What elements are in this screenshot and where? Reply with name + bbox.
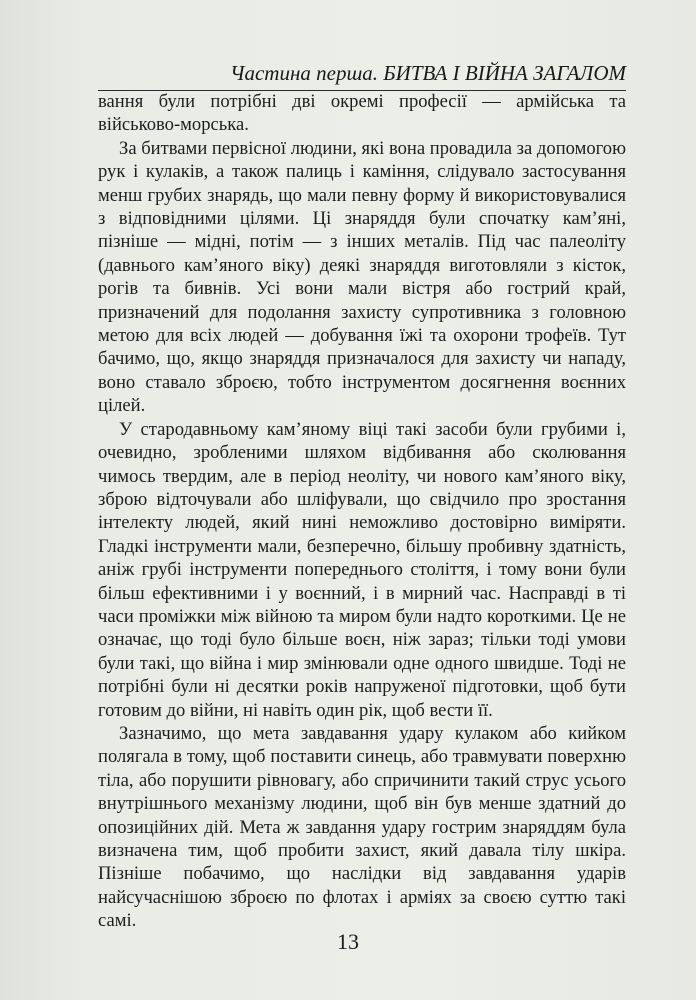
- paragraph: Зазначимо, що мета завдавання удару кулаком або кийком полягала в тому, щоб поставити синець, або травмувати поверхню тіла, або порушити рівновагу, або спричинити такий струс усього внутрішнього механізму людини, щоб він був менше здатний до опозиційних дій. Мета ж завдання удару гострим знаряддям була визначена тим, щоб пробити захист, який давала тілу шкіра. Пізніше побачимо, що наслідки від завдавання ударів найсучаснішою зброєю по флотах і арміях за своєю суттю такі самі.: [98, 722, 626, 932]
- body-text: [98, 90, 626, 933]
- paragraph-continued: вання були потрібні дві окремі професії — армійська та військово-морська.: [98, 91, 626, 136]
- paragraph: У стародавньому кам’яному віці такі засоби були грубими і, очевидно, зробленими шляхом відбивання або сколювання чимось твердим, але в період неоліту, чи нового кам’яного віку, зброю відточували або шліфували, що свідчило про зростання інтелекту людей, який нині неможливо достовірно виміряти. Гладкі інструменти мали, безперечно, більшу пробивну здатність, аніж грубі інструменти попереднього століття, і тому вони були більш ефективними і у воєнний, і в мирний час. Насправді в ті часи проміжки між війною та миром були надто короткими. Це не означає, що тоді було більше воєн, ніж зараз; тільки тоді умови були такі, що війна і мир змінювали одне одного швидше. Тоді не потрібні були ні десятки років напруженої підготовки, щоб бути готовим до війни, ні навіть один рік, щоб вести її.: [98, 418, 626, 721]
- running-header: Частина перша. БИТВА І ВІЙНА ЗАГАЛОМ: [230, 61, 626, 85]
- page-number: 13: [337, 929, 359, 954]
- paragraph: За битвами первісної людини, які вона провадила за допомогою рук і кулаків, а також палиць і каміння, слідувало застосування менш грубих знарядь, що мали певну форму й використовувалися з відповідними цілями. Ці знаряддя були спочатку кам’яні, пізніше — мідні, потім — з інших металів. Під час палеоліту (давнього кам’яного віку) деякі знаряддя виготовляли з кісток, рогів та бивнів. Усі вони мали вістря або гострий край, призначений для подолання захисту супротивника з головною метою для всіх людей — добування їжі та охорони трофеїв. Тут бачимо, що, якщо знаряддя призначалося для захисту чи нападу, воно ставало зброєю, тобто інструментом досягнення воєнних цілей.: [98, 137, 626, 417]
